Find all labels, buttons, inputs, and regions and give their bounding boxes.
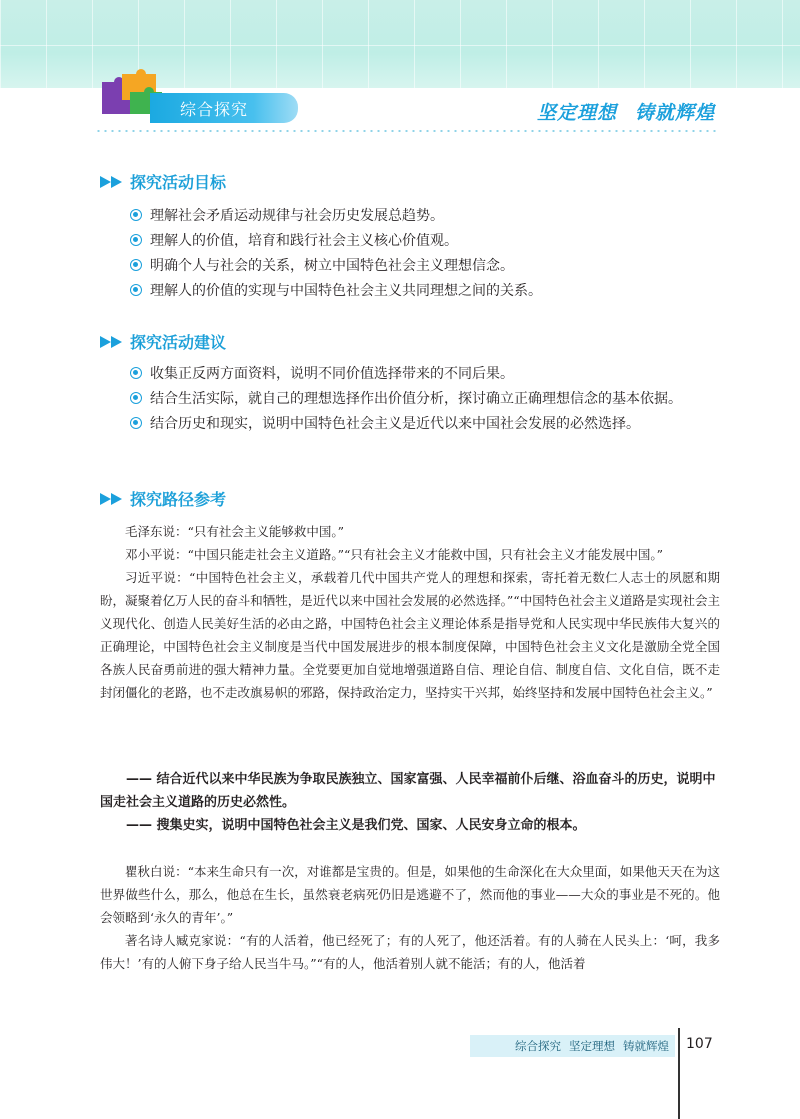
heading-text: 探究活动建议: [130, 333, 227, 352]
bullet-icon: [130, 234, 142, 246]
quote-paragraph: 邓小平说：“中国只能走社会主义道路。”“只有社会主义才能救中国，只有社会主义才能发展中国。”: [125, 547, 664, 562]
task-block: [100, 768, 720, 837]
page-title: [537, 98, 715, 125]
double-arrow-icon: [100, 176, 124, 188]
title-part1: 坚定理想: [536, 102, 617, 124]
quote-paragraph: 著名诗人臧克家说：“有的人活着，他已经死了；有的人死了，他还活着。有的人骑在人民头上：‘呵，我多伟大！’有的人俯下身子给人民当牛马。”“有的人，他活着别人就不能活；有的人，他活着: [100, 933, 720, 971]
page-number: 107: [686, 1036, 713, 1052]
section-heading-suggestions: [100, 330, 226, 353]
bullet-icon: [130, 284, 142, 296]
section-heading-goals: [100, 170, 226, 193]
footer-divider: [678, 1028, 680, 1119]
double-arrow-icon: [100, 493, 124, 505]
quotes-block-b: [100, 860, 720, 975]
suggestions-list: [130, 362, 720, 437]
list-item: 理解人的价值的实现与中国特色社会主义共同理想之间的关系。: [130, 279, 720, 304]
bullet-icon: [130, 209, 142, 221]
banner-label: 综合探究: [180, 99, 249, 119]
section-banner: [150, 93, 298, 123]
list-item: 理解社会矛盾运动规律与社会历史发展总趋势。: [130, 204, 720, 229]
footer-running-title: 综合探究 坚定理想 铸就辉煌: [470, 1035, 675, 1057]
heading-text: 探究活动目标: [130, 173, 227, 192]
double-arrow-icon: [100, 336, 124, 348]
list-item: 理解人的价值，培育和践行社会主义核心价值观。: [130, 229, 720, 254]
heading-text: 探究路径参考: [130, 490, 227, 509]
list-item: 收集正反两方面资料，说明不同价值选择带来的不同后果。: [130, 362, 720, 387]
goals-list: [130, 204, 720, 304]
title-part2: 铸就辉煌: [634, 102, 715, 124]
bullet-icon: [130, 367, 142, 379]
bullet-icon: [130, 392, 142, 404]
section-heading-path: [100, 487, 226, 510]
task-paragraph: —— 结合近代以来中华民族为争取民族独立、国家富强、人民幸福前仆后继、浴血奋斗的历史，说明中国走社会主义道路的历史必然性。: [100, 772, 716, 810]
quote-paragraph: 瞿秋白说：“本来生命只有一次，对谁都是宝贵的。但是，如果他的生命深化在大众里面，如果他天天在为这世界做些什么，那么，他总在生长，虽然衰老病死仍旧是逃避不了，然而他的事业——大众的事业是不死的。他会领略到‘永久的青年’。”: [100, 864, 720, 925]
header-dotted-divider: [95, 130, 720, 132]
bullet-icon: [130, 259, 142, 271]
quote-paragraph: 毛泽东说：“只有社会主义能够救中国。”: [125, 524, 345, 539]
list-item: 结合历史和现实，说明中国特色社会主义是近代以来中国社会发展的必然选择。: [130, 412, 720, 437]
list-item: 结合生活实际，就自己的理想选择作出价值分析，探讨确立正确理想信念的基本依据。: [100, 387, 720, 412]
quotes-block-a: [100, 520, 720, 704]
quote-paragraph: 习近平说：“中国特色社会主义，承载着几代中国共产党人的理想和探索，寄托着无数仁人志士的夙愿和期盼，凝聚着亿万人民的奋斗和牺牲，是近代以来中国社会发展的必然选择。”“中国特色社会主义道路是实现社会主义现代化、创造人民美好生活的必由之路，中国特色社会主义理论体系是指导党和人民实现中华民族伟大复兴的正确理论，中国特色社会主义制度是当代中国发展进步的根本制度保障，中国特色社会主义文化是激励全党全国各族人民奋勇前进的强大精神力量。全党要更加自觉地增强道路自信、理论自信、制度自信、文化自信，既不走封闭僵化的老路，也不走改旗易帜的邪路，保持政治定力，坚持实干兴邦，始终坚持和发展中国特色社会主义。”: [100, 570, 720, 700]
task-paragraph: —— 搜集史实，说明中国特色社会主义是我们党、国家、人民安身立命的根本。: [126, 818, 586, 833]
list-item: 明确个人与社会的关系，树立中国特色社会主义理想信念。: [130, 254, 720, 279]
bullet-icon: [130, 417, 142, 429]
